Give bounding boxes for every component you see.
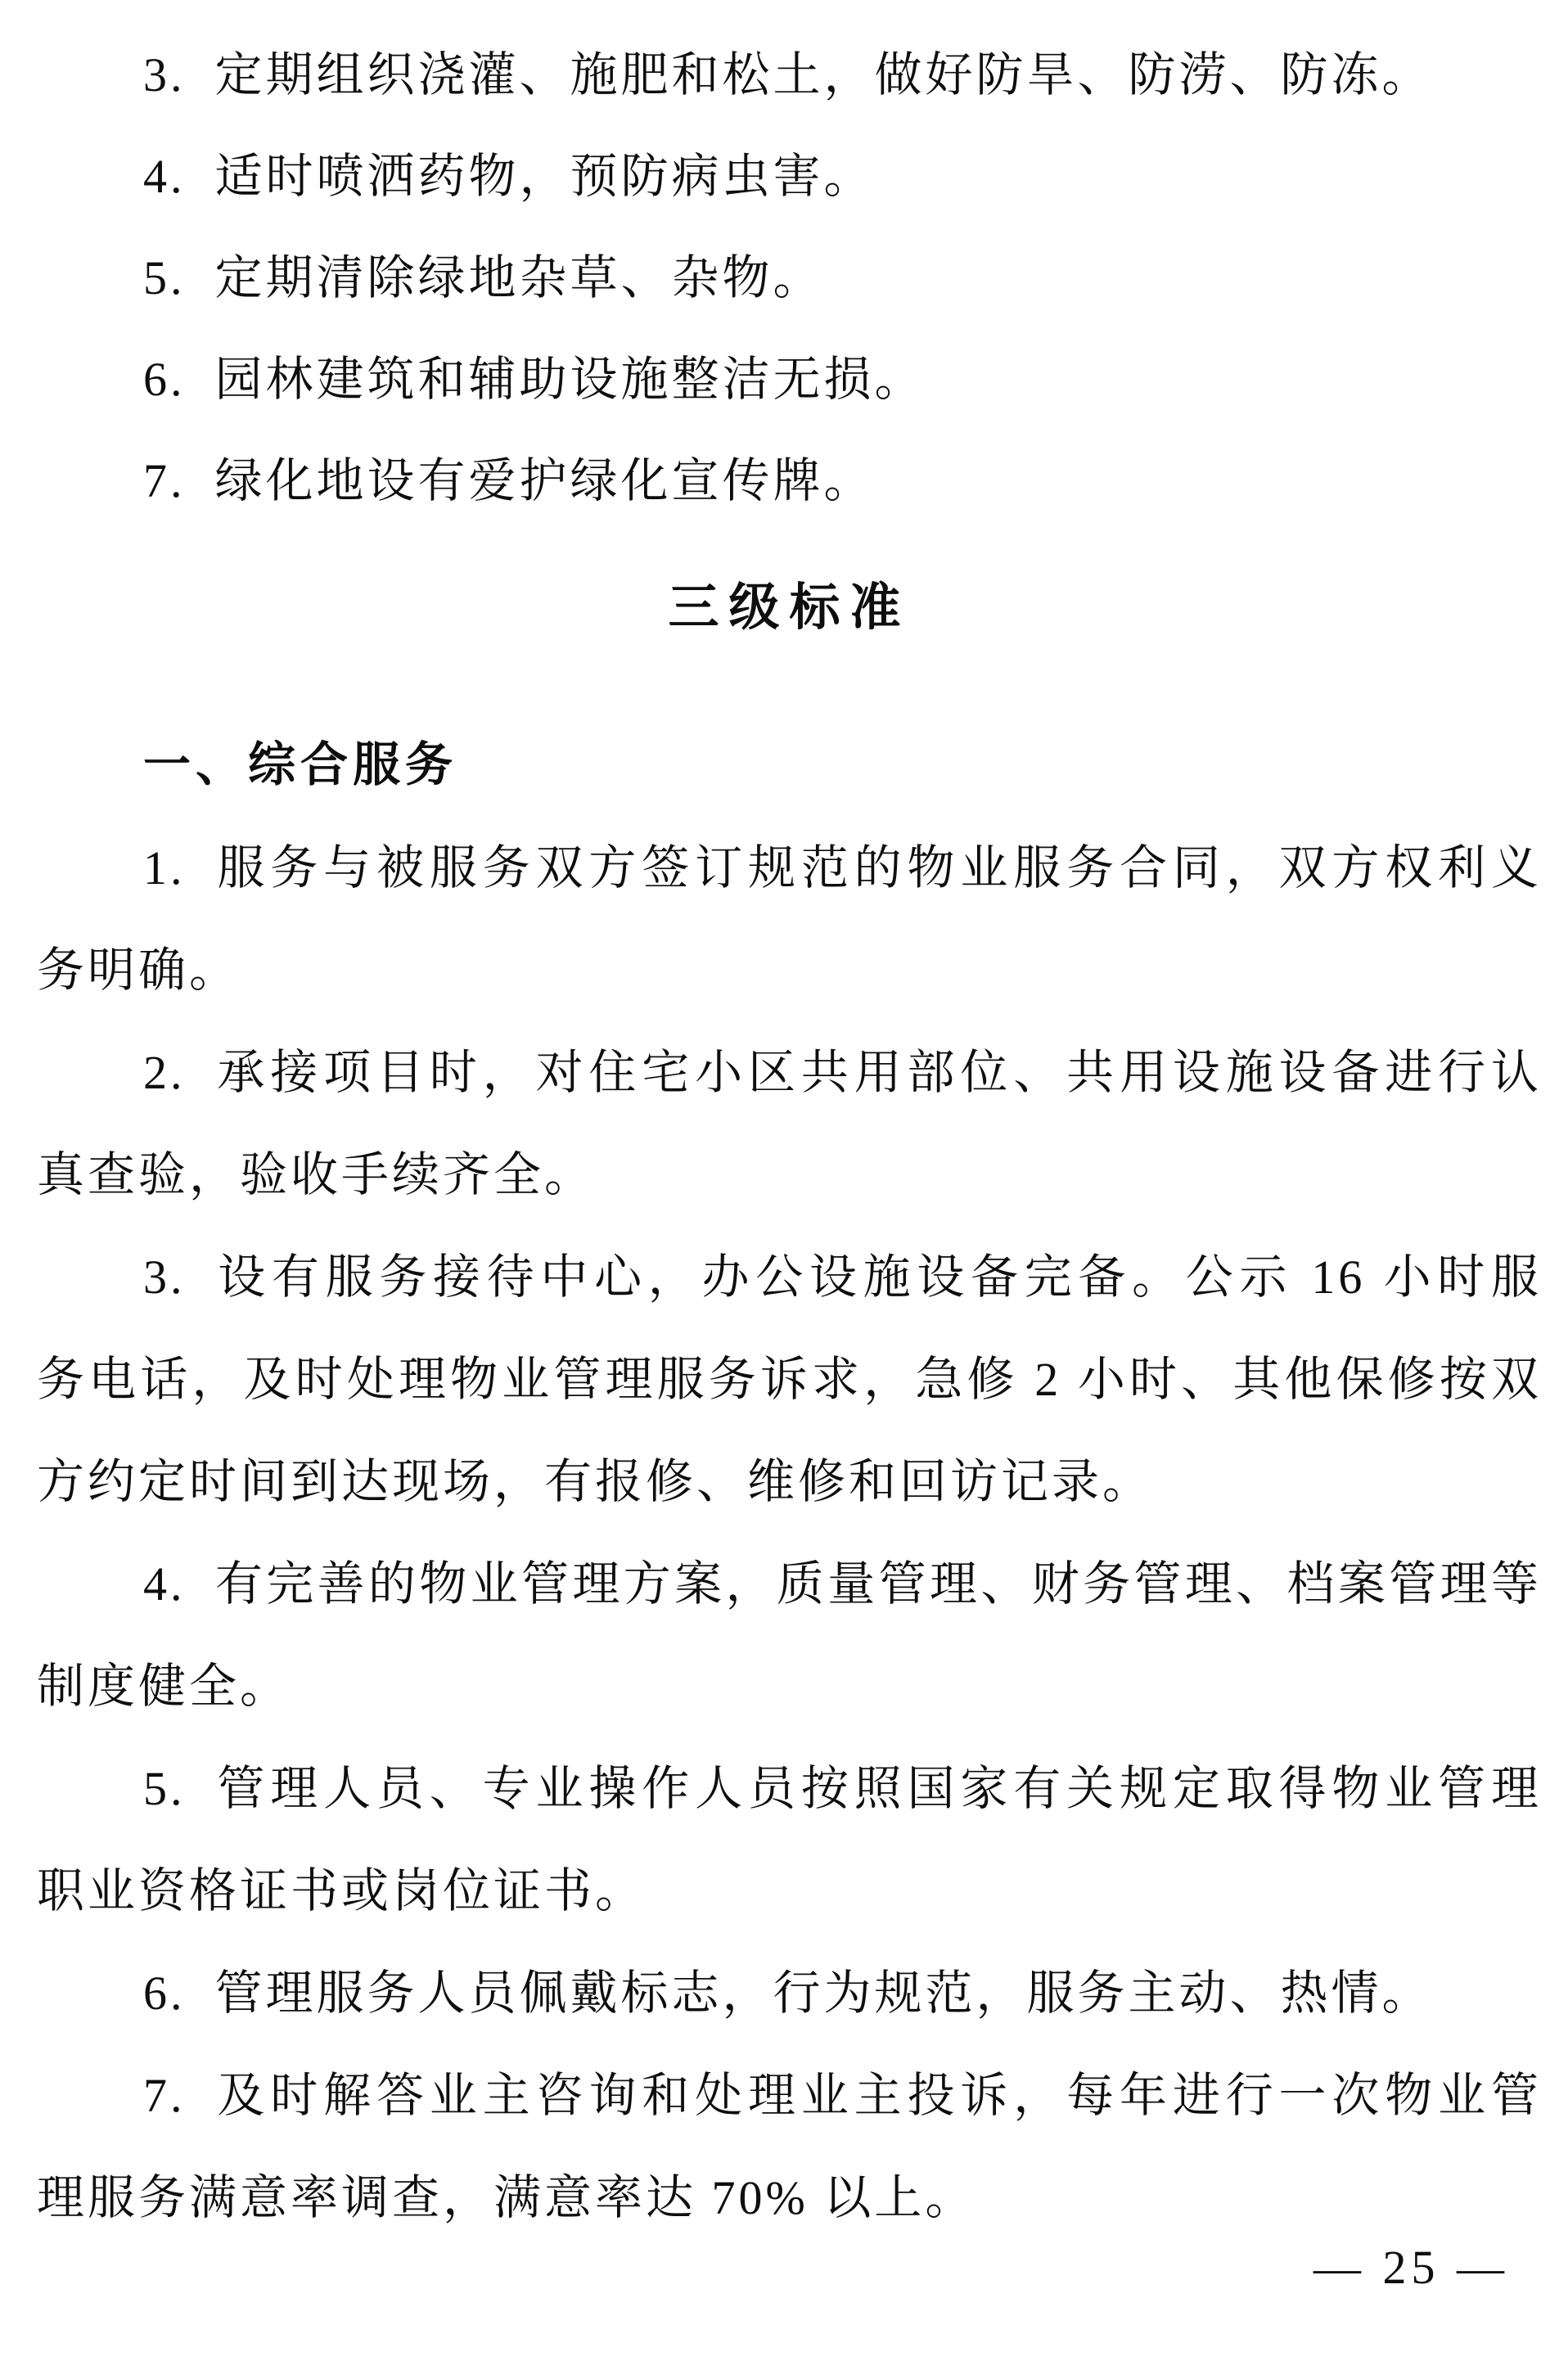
paragraph-line: [37, 817, 1542, 919]
list-item-text: 定期清除绿地杂草、杂物。: [214, 251, 824, 304]
section-body: [37, 817, 1542, 2249]
paragraph-text: 务明确。: [37, 944, 241, 997]
list-item-number: 3.: [143, 48, 186, 101]
paragraph-line: [37, 1942, 1542, 2044]
paragraph-number: 6.: [143, 1967, 186, 2020]
paragraph-number: 1.: [143, 841, 186, 894]
paragraph-line: [37, 2044, 1542, 2147]
list-item-number: 4.: [143, 150, 186, 203]
paragraph-line: [37, 1328, 1542, 1431]
list-item: [37, 126, 1542, 228]
page-number: — 25 —: [1313, 2241, 1509, 2294]
list-item: [37, 25, 1542, 126]
paragraph-number: 3.: [143, 1250, 186, 1304]
previous-section-list: [37, 25, 1542, 532]
list-item: [37, 329, 1542, 430]
list-item-number: 7.: [143, 454, 186, 507]
paragraph-text: 务电话，及时处理物业管理服务诉求，急修 2 小时、其他保修按双: [37, 1353, 1542, 1406]
paragraph-line: [37, 1226, 1542, 1328]
paragraph-number: 2.: [143, 1046, 186, 1099]
paragraph-text: 管理人员、专业操作人员按照国家有关规定取得物业管理: [214, 1762, 1542, 1815]
list-item-text: 适时喷洒药物，预防病虫害。: [214, 150, 875, 203]
paragraph-line: [37, 1124, 1542, 1226]
paragraph-line: [37, 1431, 1542, 1533]
list-item-number: 5.: [143, 251, 186, 304]
paragraph-line: [37, 919, 1542, 1021]
paragraph-number: 7.: [143, 2069, 186, 2122]
paragraph-line: [37, 1635, 1542, 1737]
paragraph-text: 真查验，验收手续齐全。: [37, 1148, 596, 1201]
paragraph-text: 方约定时间到达现场，有报修、维修和回访记录。: [37, 1455, 1154, 1508]
list-item: [37, 228, 1542, 329]
list-item: [37, 430, 1542, 532]
paragraph-text: 制度健全。: [37, 1660, 291, 1713]
paragraph-line: [37, 1533, 1542, 1635]
paragraph-text: 服务与被服务双方签订规范的物业服务合同，双方权利义: [214, 841, 1542, 894]
paragraph-line: [37, 1737, 1542, 1840]
paragraph-line: [37, 1840, 1542, 1942]
list-item-text: 园林建筑和辅助设施整洁无损。: [214, 353, 926, 406]
paragraph-text: 管理服务人员佩戴标志，行为规范，服务主动、热情。: [214, 1967, 1433, 2020]
paragraph-text: 及时解答业主咨询和处理业主投诉，每年进行一次物业管: [214, 2069, 1542, 2122]
list-item-text: 定期组织浇灌、施肥和松土，做好防旱、防涝、防冻。: [214, 48, 1433, 101]
paragraph-line: [37, 1021, 1542, 1124]
paragraph-text: 职业资格证书或岗位证书。: [37, 1864, 647, 1917]
paragraph-line: [37, 2147, 1542, 2249]
list-item-text: 绿化地设有爱护绿化宣传牌。: [214, 454, 875, 507]
list-item-number: 6.: [143, 353, 186, 406]
paragraph-number: 4.: [143, 1557, 186, 1611]
paragraph-text: 承接项目时，对住宅小区共用部位、共用设施设备进行认: [214, 1046, 1542, 1099]
paragraph-text: 有完善的物业管理方案，质量管理、财务管理、档案管理等: [214, 1557, 1542, 1611]
section-heading: 一、综合服务: [143, 738, 458, 791]
paragraph-number: 5.: [143, 1762, 186, 1815]
paragraph-text: 设有服务接待中心，办公设施设备完备。公示 16 小时服: [214, 1250, 1542, 1304]
paragraph-text: 理服务满意率调查，满意率达 70% 以上。: [37, 2171, 976, 2224]
page-title: 三级标准: [668, 579, 911, 636]
